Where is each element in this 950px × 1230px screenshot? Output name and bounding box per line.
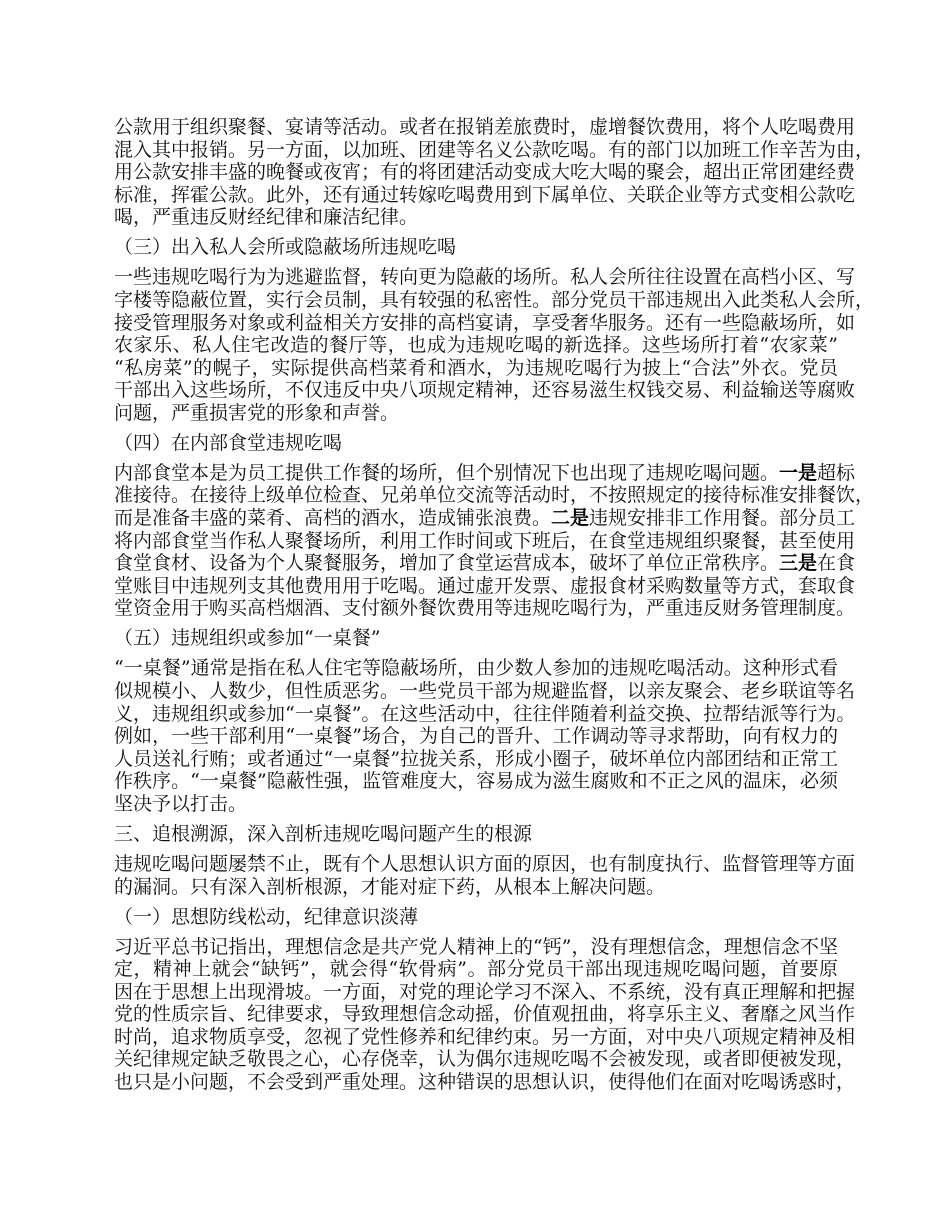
text-line xyxy=(114,852,856,876)
text-run: （一）思想防线松动，纪律意识淡薄 xyxy=(114,905,419,928)
text-line xyxy=(114,1048,856,1071)
text-run: 接受管理服务对象或利益相关方安排的高档宴请，享受奢华服务。还有一些隐蔽场所，如 xyxy=(114,311,856,334)
body-paragraph xyxy=(114,852,856,898)
text-line xyxy=(114,484,875,507)
text-line xyxy=(114,507,856,530)
text-run: 例如，一些干部利用“一桌餐”场合，为自己的晋升、工作调动等寻求帮助，向有权力的 xyxy=(114,725,838,748)
text-run: 准接待。在接待上级单位检查、兄弟单位交流等活动时，不按照规定的接待标准安排餐饮， xyxy=(114,484,875,507)
section-heading xyxy=(114,432,838,455)
text-line xyxy=(114,680,856,703)
text-run: 人员送礼行贿；或者通过“一桌餐”拉拢关系，形成小圈子，破坏单位内部团结和正常工 xyxy=(114,747,838,770)
body-paragraph xyxy=(114,266,875,424)
text-line xyxy=(114,1003,856,1026)
section-heading xyxy=(114,236,838,259)
section-heading xyxy=(114,906,838,929)
text-line xyxy=(114,288,875,312)
text-run: 关纪律规定缺乏敬畏之心，心存侥幸，认为偶尔违规吃喝不会被发现，或者即便被发现， xyxy=(114,1048,856,1071)
text-run: 超标 xyxy=(817,461,856,484)
text-run: 时尚，追求物质享受，忽视了党性修养和纪律约束。另一方面，对中央八项规定精神及相 xyxy=(114,1025,856,1048)
text-line xyxy=(114,206,838,229)
bold-marker: 三是 xyxy=(779,552,818,575)
text-run: 三、追根溯源，深入剖析违规吃喝问题产生的根源 xyxy=(114,822,533,845)
text-line xyxy=(114,748,838,771)
text-line xyxy=(114,266,856,289)
text-line xyxy=(114,552,856,575)
section-heading xyxy=(114,823,838,846)
text-run: 违规吃喝问题屡禁不止，既有个人思想认识方面的原因，也有制度执行、监督管理等方面 xyxy=(114,852,856,875)
text-run: 公款用于组织聚餐、宴请等活动。或者在报销差旅费时，虚增餐饮费用，将个人吃喝费用 xyxy=(114,116,856,138)
text-run: 干部出入这些场所，不仅违反中央八项规定精神，还容易滋生权钱交易、利益输送等腐败 xyxy=(114,379,856,402)
text-run: 因在于思想上出现滑坡。一方面，对党的理论学习不深入、不系统，没有真正理解和把握 xyxy=(114,980,856,1003)
text-line xyxy=(114,793,838,816)
text-run: 食堂食材、设备为个人聚餐服务，增加了食堂运营成本，破坏了单位正常秩序。 xyxy=(114,552,780,575)
text-line xyxy=(114,1071,856,1094)
text-run: （五）违规组织或参加“一桌餐” xyxy=(114,627,381,650)
text-run: 字楼等隐蔽位置，实行会员制，具有较强的私密性。部分党员干部违规出入此类私人会所， xyxy=(114,288,875,311)
text-run: 坚决予以打击。 xyxy=(114,792,248,815)
text-line xyxy=(114,183,856,207)
text-run: 定，精神上就会“缺钙”，就会得“软骨病”。部分党员干部出现违规吃喝问题，首要原 xyxy=(114,958,838,981)
text-line xyxy=(114,379,856,402)
text-line xyxy=(114,906,838,929)
text-run: 内部食堂本是为员工提供工作餐的场所，但个别情况下也出现了违规吃喝问题。 xyxy=(114,461,780,484)
text-run: 在食 xyxy=(817,552,856,575)
text-run: 作秩序。“一桌餐”隐蔽性强，监管难度大，容易成为滋生腐败和不正之风的温床，必须 xyxy=(114,770,838,793)
text-line xyxy=(114,597,856,620)
text-run: 似规模小、人数少，但性质恶劣。一些党员干部为规避监督，以亲友聚会、老乡联谊等名 xyxy=(114,680,856,702)
text-line xyxy=(114,823,838,846)
text-line xyxy=(114,1025,856,1049)
text-run: （四）在内部食堂违规吃喝 xyxy=(114,431,343,454)
text-run: 问题，严重损害党的形象和声誉。 xyxy=(114,401,400,424)
bold-marker: 一是 xyxy=(779,461,818,484)
text-run: 农家乐、私人住宅改造的餐厅等，也成为违规吃喝的新选择。这些场所打着“农家菜” xyxy=(114,334,838,357)
text-line xyxy=(114,529,856,553)
text-line xyxy=(114,461,856,485)
text-run: 混入其中报销。另一方面，以加班、团建等名义公款吃喝。有的部门以加班工作辛苦为由， xyxy=(114,138,875,161)
text-run: 堂资金用于购买高档烟酒、支付额外餐饮费用等违规吃喝行为，严重违反财务管理制度。 xyxy=(114,597,856,620)
text-line xyxy=(114,161,856,184)
text-line xyxy=(114,980,856,1004)
text-run: “一桌餐”通常是指在私人住宅等隐蔽场所，由少数人参加的违规吃喝活动。这种形式看 xyxy=(114,657,838,680)
body-paragraph xyxy=(114,116,875,229)
text-line xyxy=(114,311,856,335)
text-line xyxy=(114,236,838,259)
text-run: 也只是小问题，不会受到严重处理。这种错误的思想认识，使得他们在面对吃喝诱惑时， xyxy=(114,1071,856,1094)
text-line xyxy=(114,770,838,793)
text-run: 党的性质宗旨、纪律要求，导致理想信念动摇，价值观扭曲，将享乐主义、奢靡之风当作 xyxy=(114,1003,856,1026)
text-line xyxy=(114,725,838,748)
text-line xyxy=(114,432,838,455)
text-run: 一些违规吃喝行为为逃避监督，转向更为隐蔽的场所。私人会所往往设置在高档小区、写 xyxy=(114,266,856,289)
text-line xyxy=(114,936,838,959)
text-run: 喝，严重违反财经纪律和廉洁纪律。 xyxy=(114,206,419,229)
text-run: （三）出入私人会所或隐蔽场所违规吃喝 xyxy=(114,236,457,259)
text-line xyxy=(114,574,856,598)
text-line xyxy=(114,876,838,899)
body-paragraph xyxy=(114,461,875,620)
body-paragraph xyxy=(114,657,856,815)
body-paragraph xyxy=(114,935,856,1094)
text-line xyxy=(114,958,838,981)
text-run: 用公款安排丰盛的晚餐或夜宵；有的将团建活动变成大吃大喝的聚会，超出正常团建经费 xyxy=(114,161,856,184)
document-page xyxy=(114,116,875,1101)
text-run: 堂账目中违规列支其他费用用于吃喝。通过虚开发票、虚报食材采购数量等方式，套取食 xyxy=(114,574,856,597)
text-run: 习近平总书记指出，理想信念是共产党人精神上的“钙”，没有理想信念，理想信念不坚 xyxy=(114,935,838,958)
text-run: 违规安排非工作用餐。部分员工 xyxy=(589,507,856,530)
text-line xyxy=(114,627,838,650)
text-run: 的漏洞。只有深入剖析根源，才能对症下药，从根本上解决问题。 xyxy=(114,875,666,898)
text-run: 将内部食堂当作私人聚餐场所，利用工作时间或下班后，在食堂违规组织聚餐，甚至使用 xyxy=(114,529,856,552)
text-line xyxy=(114,357,838,380)
text-run: “私房菜”的幌子，实际提供高档菜肴和酒水，为违规吃喝行为披上“合法”外衣。党员 xyxy=(114,356,838,379)
section-heading xyxy=(114,627,838,650)
text-line xyxy=(114,702,856,726)
text-run: 而是准备丰盛的菜肴、高档的酒水，造成铺张浪费。 xyxy=(114,507,552,530)
text-run: 标准，挥霍公款。此外，还有通过转嫁吃喝费用到下属单位、关联企业等方式变相公款吃 xyxy=(114,183,856,206)
text-line xyxy=(114,138,875,162)
bold-marker: 二是 xyxy=(551,507,590,530)
text-line xyxy=(114,657,838,680)
text-line xyxy=(114,334,838,357)
text-run: 义，违规组织或参加“一桌餐”。在这些活动中，往往伴随着利益交换、拉帮结派等行为。 xyxy=(114,702,856,725)
text-line xyxy=(114,116,856,139)
text-line xyxy=(114,402,838,425)
